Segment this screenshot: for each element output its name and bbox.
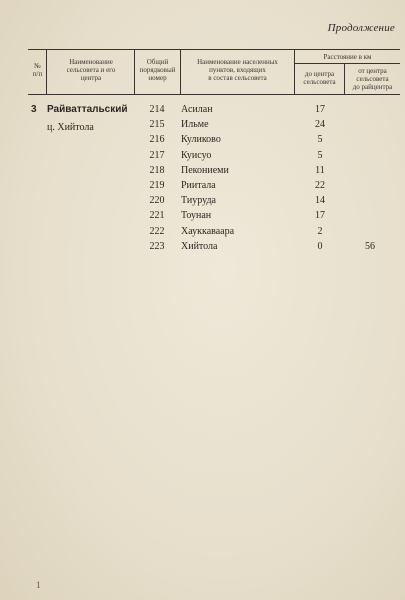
header-to-district-center: от центра сельсовета до райцентра (352, 67, 393, 91)
order-number: 214 (149, 104, 165, 115)
header-order: Общий порядковый номер (139, 58, 176, 82)
order-number: 221 (149, 210, 165, 221)
header-top-rule (28, 49, 400, 50)
order-number: 215 (149, 119, 165, 130)
distance-to-council-center: 5 (317, 150, 323, 161)
order-number: 216 (149, 134, 165, 145)
council-index: 3 (31, 104, 37, 115)
distance-to-council-center: 24 (315, 119, 325, 130)
distance-to-district-center: 56 (365, 241, 375, 252)
distance-to-council-center: 22 (315, 180, 325, 191)
settlement-name: Хийтола (181, 241, 218, 252)
settlement-name: Хауккаваара (181, 226, 235, 237)
distance-to-council-center: 14 (315, 195, 325, 206)
header-distance: Расстояние в км (323, 53, 372, 61)
continuation-label: Продолжение (327, 22, 395, 34)
header-bottom-rule (28, 94, 400, 95)
col-sep-1 (46, 49, 47, 94)
header-settlements: Наименование населенных пунктов, входящих в состав сельсовета (197, 58, 278, 82)
distance-to-council-center: 11 (315, 165, 325, 176)
council-name: Райваттальский (47, 104, 128, 115)
order-number: 218 (149, 165, 165, 176)
order-number: 222 (149, 226, 165, 237)
distance-to-council-center: 17 (315, 210, 325, 221)
settlement-name: Риитала (181, 180, 216, 191)
distance-subheader-rule (295, 63, 400, 64)
settlement-name: Асилан (181, 104, 213, 115)
settlement-name: Тоунан (181, 210, 212, 221)
distance-to-council-center: 17 (315, 104, 325, 115)
settlement-name: Ильме (181, 119, 209, 130)
settlement-name: Пекониеми (181, 165, 229, 176)
order-number: 219 (149, 180, 165, 191)
footer-mark: 1 (36, 580, 41, 590)
distance-to-council-center: 0 (317, 241, 323, 252)
order-number: 223 (149, 241, 165, 252)
header-council: Наименование сельсовета и его центра (66, 58, 116, 82)
settlement-name: Куликово (181, 134, 221, 145)
order-number: 217 (149, 150, 165, 161)
settlement-name: Куисуо (181, 150, 212, 161)
council-center: ц. Хийтола (47, 122, 94, 133)
distance-to-council-center: 2 (317, 226, 323, 237)
distance-to-council-center: 5 (317, 134, 323, 145)
settlement-name: Тиуруда (181, 195, 216, 206)
header-index: № п/п (32, 62, 43, 78)
header-to-council-center: до центра сельсовета (303, 70, 336, 86)
order-number: 220 (149, 195, 165, 206)
